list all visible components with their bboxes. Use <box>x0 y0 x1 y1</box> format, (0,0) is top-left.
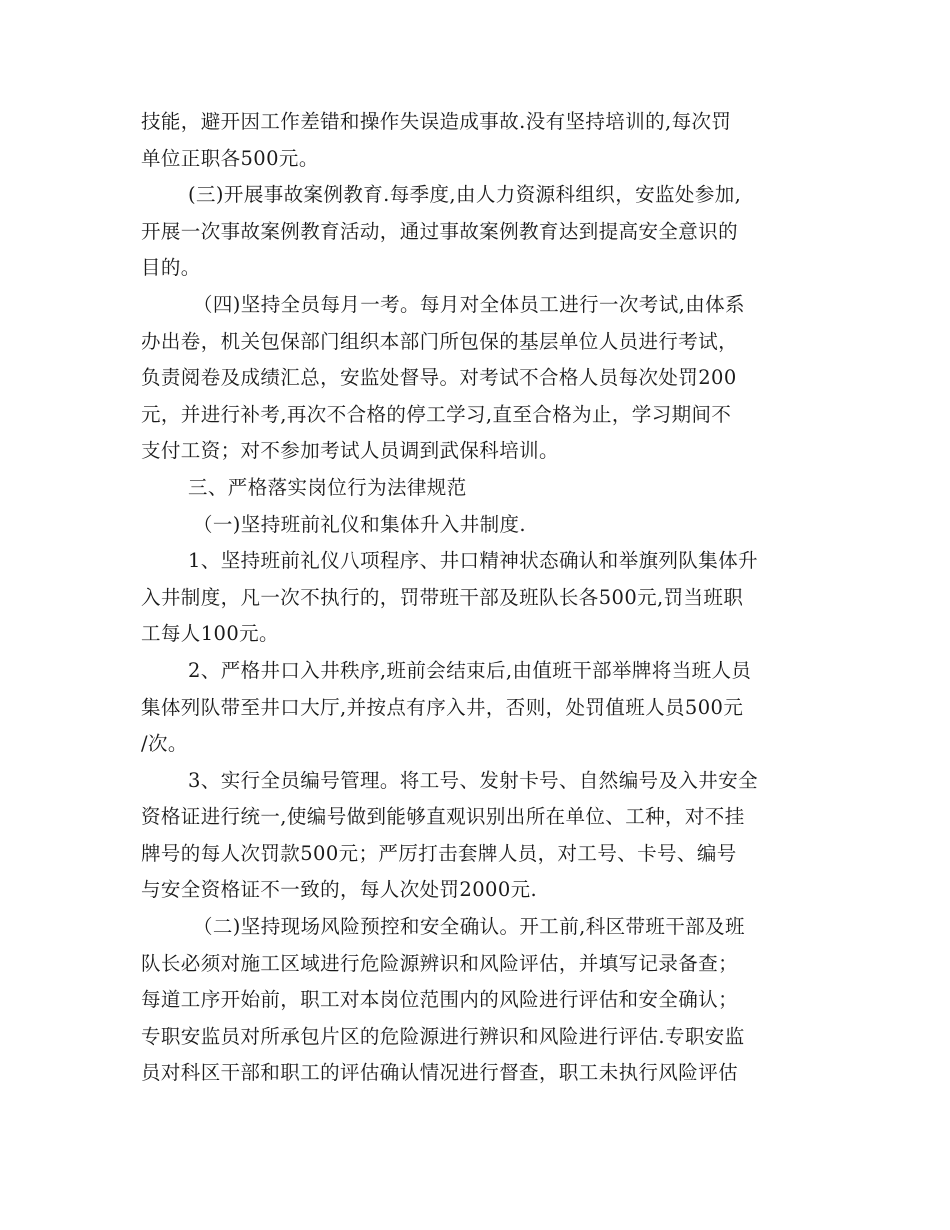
text-line: 与安全资格证不一致的，每人次处罚2000元. <box>141 878 538 902</box>
text-line: /次。 <box>141 732 188 756</box>
paragraph-start-line: （二)坚持现场风险预控和安全确认。开工前,科区带班干部及班 <box>193 915 745 939</box>
paragraph-start-line: 3、实行全员编号管理。将工号、发射卡号、自然编号及入井安全 <box>188 768 759 792</box>
text-line: 负责阅卷及成绩汇总，安监处督导。对考试不合格人员每次处罚200 <box>141 366 737 390</box>
paragraph-start-line: 1、坚持班前礼仪八项程序、井口精神状态确认和举旗列队集体升 <box>188 549 759 573</box>
text-line: 工每人100元。 <box>141 622 279 646</box>
section-heading: 三、严格落实岗位行为法律规范 <box>188 475 467 499</box>
text-line: 单位正职各500元。 <box>141 146 319 170</box>
text-line: 员对科区干部和职工的评估确认情况进行督查，职工未执行风险评估 <box>141 1061 739 1085</box>
text-line: 每道工序开始前，职工对本岗位范围内的风险进行评估和安全确认； <box>141 988 739 1012</box>
subsection-heading: （一)坚持班前礼仪和集体升入井制度. <box>193 512 527 536</box>
text-line: 元，并进行补考,再次不合格的停工学习,直至合格为止，学习期间不 <box>141 402 732 426</box>
document-body <box>141 104 811 1092</box>
text-line: 开展一次事故案例教育活动，通过事故案例教育达到提高安全意识的 <box>141 219 739 243</box>
text-line: 支付工资；对不参加考试人员调到武保科培训。 <box>141 439 559 463</box>
text-line: 资格证进行统一,使编号做到能够直观识别出所在单位、工种，对不挂 <box>141 805 745 829</box>
text-line: 专职安监员对所承包片区的危险源进行辨识和风险进行评估.专职安监 <box>141 1024 745 1048</box>
text-line: 办出卷，机关包保部门组织本部门所包保的基层单位人员进行考试， <box>141 329 739 353</box>
text-line: 队长必须对施工区域进行危险源辨识和风险评估，并填写记录备查； <box>141 951 739 975</box>
paragraph-start-line: （四)坚持全员每月一考。每月对全体员工进行一次考试,由体系 <box>193 292 745 316</box>
text-line: 集体列队带至井口大厅,并按点有序入井，否则，处罚值班人员500元 <box>141 695 744 719</box>
text-line: 技能，避开因工作差错和操作失误造成事故.没有坚持培训的,每次罚 <box>141 110 732 133</box>
paragraph-start-line: 2、严格井口入井秩序,班前会结束后,由值班干部举牌将当班人员 <box>188 658 752 682</box>
text-line: 目的。 <box>141 256 201 280</box>
paragraph-start-line: (三)开展事故案例教育.每季度,由人力资源科组织，安监处参加, <box>188 183 742 207</box>
text-line: 牌号的每人次罚款500元；严厉打击套牌人员，对工号、卡号、编号 <box>141 841 737 865</box>
text-line: 入井制度，凡一次不执行的，罚带班干部及班队长各500元,罚当班职 <box>141 585 744 609</box>
